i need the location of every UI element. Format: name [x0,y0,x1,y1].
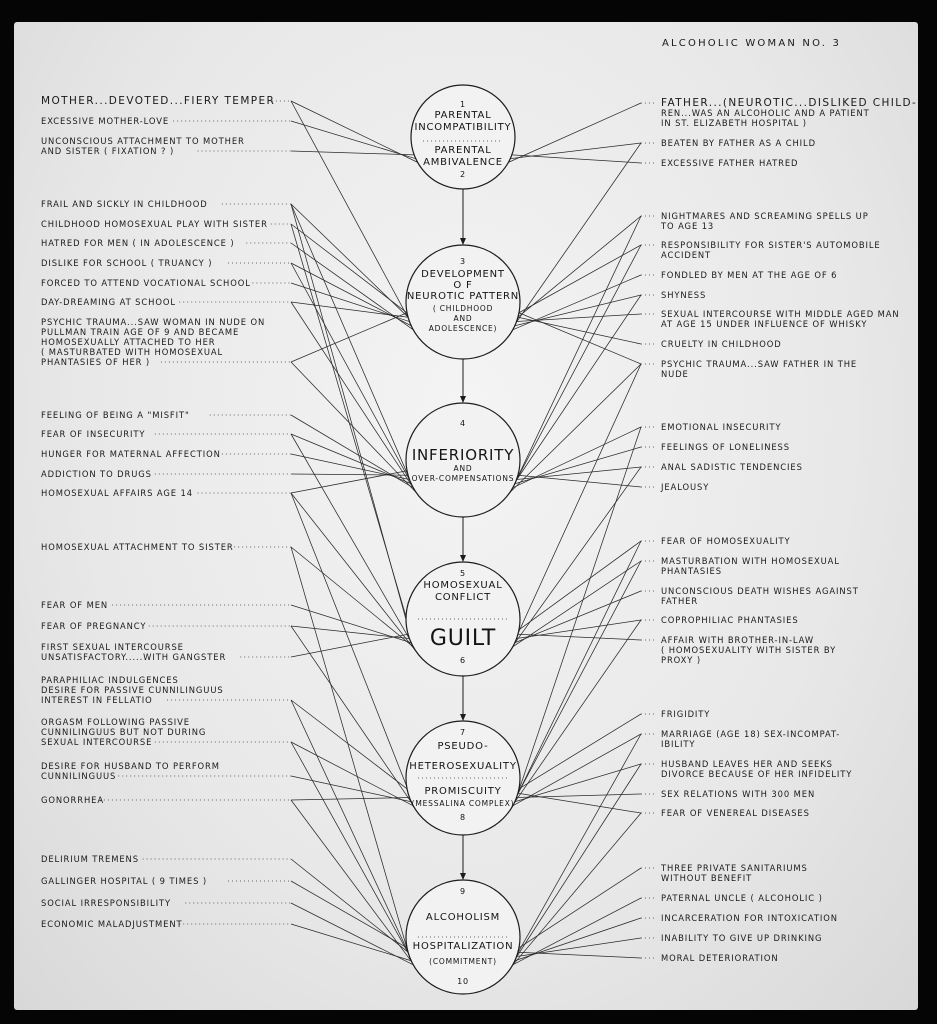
factor-text: DIVORCE BECAUSE OF HER INFIDELITY [661,769,853,779]
stage-text: 2 [460,170,466,179]
connection-line [518,952,641,958]
left-factor [41,449,291,459]
connection-line [515,295,641,326]
arrow-head [460,873,466,880]
connection-line [519,313,641,364]
left-factor [41,238,291,248]
stage-text: PARENTAL [434,145,492,156]
connection-line [291,101,408,318]
factor-text: AT AGE 15 UNDER INFLUENCE OF WHISKY [661,319,868,329]
factor-text: GALLINGER HOSPITAL ( 9 TIMES ) [41,876,208,886]
connection-line [291,700,407,789]
connection-line [291,626,412,803]
connection-line [519,541,641,630]
factor-text: FRIGIDITY [661,709,711,719]
stage-text: 9 [460,887,466,896]
stage-text: AMBIVALENCE [423,157,503,168]
connection-line [291,798,409,800]
factor-text: IN ST. ELIZABETH HOSPITAL ) [661,118,807,128]
connection-line [517,620,641,639]
stage-text: 8 [460,813,466,822]
connection-line [510,245,641,493]
left-factor [41,317,291,367]
factor-text: FEAR OF MEN [41,600,109,610]
stage-text: ALCOHOLISM [425,912,501,923]
stage-text: 5 [460,569,466,578]
arrow-head [460,714,466,721]
left-factor [41,621,291,631]
stage-text: (MESSALINA COMPLEX) [411,799,515,808]
right-factor [641,556,840,576]
left-factor [41,95,291,107]
connection-line [291,800,412,962]
factor-text: JEALOUSY [661,482,710,492]
factor-text: ADDICTION TO DRUGS [41,469,152,479]
factor-text: HOMOSEXUAL AFFAIRS AGE 14 [41,488,194,498]
stage-text: GUILT [429,626,497,651]
factor-text: UNSATISFACTORY.....WITH GANGSTER [41,652,227,662]
factor-text: HOMOSEXUAL ATTACHMENT TO SISTER [41,542,234,552]
stage-text: 6 [460,656,466,665]
right-factor [641,635,836,665]
stage-text: PSEUDO- [437,741,489,752]
right-factor [641,442,790,452]
stage-text: HOSPITALIZATION [412,941,514,952]
left-factor [41,761,291,781]
factor-text: ( MASTURBATED WITH HOMOSEXUAL [41,347,224,357]
left-factor [41,258,291,268]
factor-text: PSYCHIC TRAUMA...SAW WOMAN IN NUDE ON [41,317,266,327]
factor-text: EXCESSIVE MOTHER-LOVE [41,116,170,126]
factor-text: DAY-DREAMING AT SCHOOL [41,297,176,307]
right-factor [641,290,706,300]
factor-text: DESIRE FOR HUSBAND TO PERFORM [41,761,220,771]
stage-node-3 [406,403,520,517]
factor-text: HATRED FOR MEN ( IN ADOLESCENCE ) [41,238,235,248]
factor-text: COPROPHILIAC PHANTASIES [661,615,799,625]
stage-text: PARENTAL [434,110,492,121]
factor-text: HOMOSEXUALLY ATTACHED TO HER [41,337,216,347]
connection-line [510,364,641,652]
right-factor [641,462,803,472]
stage-text: AND [453,314,473,323]
factor-text: GONORRHEA [41,795,104,805]
left-factor [41,219,291,229]
connection-line [518,634,641,640]
factor-text: INABILITY TO GIVE UP DRINKING [661,933,823,943]
stage-text: HETEROSEXUALITY [409,761,517,772]
right-factor [641,615,799,625]
left-factor [41,136,291,156]
stage-text: 10 [457,977,469,986]
left-factor [41,795,291,805]
right-factor [641,482,709,492]
right-factor [641,789,815,799]
connection-line [512,155,641,163]
right-factor [641,339,782,349]
stage-text: CONFLICT [434,592,492,603]
right-factor [641,586,859,606]
factor-text: ACCIDENT [661,250,712,260]
stage-text: (COMMITMENT) [429,957,497,966]
left-factor [41,278,291,288]
stage-text: HOMOSEXUAL [423,580,503,591]
arrow-head [460,238,466,245]
stage-text: OVER-COMPENSATIONS [411,474,515,483]
connection-line [508,103,641,162]
left-factor [41,116,291,126]
factor-text: SEX RELATIONS WITH 300 MEN [661,789,816,799]
right-factor-labels [641,97,917,963]
connection-line [518,317,641,344]
factor-text: EXCESSIVE FATHER HATRED [661,158,799,168]
factor-text: SHYNESS [661,290,707,300]
factor-text: PSYCHIC TRAUMA...SAW FATHER IN THE [661,359,858,369]
right-factor [641,913,838,923]
factor-text: HUNGER FOR MATERNAL AFFECTION [41,449,221,459]
stage-text: 4 [460,419,466,428]
left-factor [41,429,291,439]
factor-text: NUDE [661,369,689,379]
stage-text: ADOLESCENCE) [428,324,498,333]
connection-line [291,742,408,953]
connection-line [517,314,641,322]
stage-text: INCOMPATIBILITY [414,122,512,133]
connection-line [291,302,414,489]
factor-text: SOCIAL IRRESPONSIBILITY [41,898,171,908]
connection-line [291,302,408,317]
stage-node-4 [406,562,520,676]
connection-line [291,742,413,806]
factor-text: PHANTASIES OF HER ) [41,357,151,367]
left-factor [41,876,291,886]
right-factor [641,729,840,749]
connection-line [516,143,641,323]
connection-line [291,547,408,953]
right-factor [641,158,798,168]
right-factor [641,270,837,280]
factor-text: PROXY ) [661,655,702,665]
connection-line [518,427,641,794]
factor-text: INCARCERATION FOR INTOXICATION [661,913,838,923]
factor-text: CHILDHOOD HOMOSEXUAL PLAY WITH SISTER [41,219,268,229]
left-factor [41,542,291,552]
factor-text: RESPONSIBILITY FOR SISTER'S AUTOMOBILE [661,240,881,250]
right-factor [641,863,808,883]
stage-text: 3 [460,257,466,266]
right-factor [641,953,778,963]
connection-line [517,467,641,480]
connection-line [517,938,641,957]
factor-text: FATHER...(NEUROTIC...DISLIKED CHILD- [661,97,918,109]
connection-line [291,204,414,489]
stage-text: ( CHILDHOOD [432,304,494,313]
diagram-title: ALCOHOLIC WOMAN NO. 3 [662,38,842,49]
factor-text: BEATEN BY FATHER AS A CHILD [661,138,816,148]
factor-text: FEELING OF BEING A "MISFIT" [41,410,190,420]
factor-text: FEAR OF PREGNANCY [41,621,147,631]
factor-text: EMOTIONAL INSECURITY [661,422,782,432]
factor-text: NIGHTMARES AND SCREAMING SPELLS UP [661,211,869,221]
left-factor [41,642,291,662]
stage-node-2 [406,245,520,359]
factor-text: MARRIAGE (AGE 18) SEX-INCOMPAT- [661,729,841,739]
left-factor [41,898,291,908]
right-factor [641,359,857,379]
factor-text: ANAL SADISTIC TENDENCIES [661,462,803,472]
stage-text: INFERIORITY [411,446,515,464]
stage-text: AND [453,464,473,473]
left-factor [41,675,291,705]
factor-text: IBILITY [661,739,696,749]
connection-line [519,714,641,789]
right-factor [641,240,881,260]
left-factor [41,297,291,307]
factor-text: HUSBAND LEAVES HER AND SEEKS [661,759,833,769]
left-factor [41,854,291,864]
left-factor [41,488,291,498]
factor-text: FEAR OF HOMOSEXUALITY [661,536,791,546]
connection-line [291,283,409,322]
right-factor [641,933,822,943]
factor-text: SEXUAL INTERCOURSE WITH MIDDLE AGED MAN [661,309,900,319]
factor-text: FEAR OF VENEREAL DISEASES [661,808,810,818]
connection-line [514,620,641,803]
arrow-head [460,396,466,403]
factor-text: MORAL DETERIORATION [661,953,779,963]
connection-line [291,924,411,961]
left-factor [41,410,291,420]
factor-text: ( HOMOSEXUALITY WITH SISTER BY [661,645,837,655]
connection-line [291,700,416,970]
factor-text: AND SISTER ( FIXATION ? ) [41,146,175,156]
stage-text: NEUROTIC PATTERN [406,291,520,302]
left-factor [41,469,291,479]
factor-text: FATHER [661,596,699,606]
stage-node-1 [411,85,515,189]
connection-line [291,313,407,362]
factor-text: FEELINGS OF LONELINESS [661,442,790,452]
stage-text: 1 [460,100,466,109]
connection-line [291,634,408,657]
factor-text: THREE PRIVATE SANITARIUMS [661,863,808,873]
right-factor [641,759,852,779]
factor-text: FRAIL AND SICKLY IN CHILDHOOD [41,199,208,209]
right-factor [641,211,869,231]
right-factor [641,97,917,128]
stage-text: DEVELOPMENT [421,269,505,280]
factor-text: DELIRIUM TREMENS [41,854,139,864]
left-factor [41,199,291,209]
left-factor-labels [41,95,291,929]
factor-text: TO AGE 13 [661,221,715,231]
factor-text: AFFAIR WITH BROTHER-IN-LAW [661,635,815,645]
connection-line [291,881,407,948]
factor-text: DISLIKE FOR SCHOOL ( TRUANCY ) [41,258,213,268]
connection-line [291,224,407,313]
right-factor [641,709,710,719]
connection-line [512,216,641,489]
factor-text: SEXUAL INTERCOURSE [41,737,153,747]
left-factor [41,919,291,929]
factor-text: PATERNAL UNCLE ( ALCOHOLIC ) [661,893,823,903]
factor-text: WITHOUT BENEFIT [661,873,753,883]
factor-text: PARAPHILIAC INDULGENCES [41,675,179,685]
factor-text: MASTURBATION WITH HOMOSEXUAL [661,556,840,566]
factor-text: FEAR OF INSECURITY [41,429,146,439]
connection-line [512,813,641,966]
factor-text: ORGASM FOLLOWING PASSIVE [41,717,191,727]
left-factor [41,717,291,747]
factor-text: REN...WAS AN ALCOHOLIC AND A PATIENT [661,108,870,118]
right-factor [641,808,810,818]
connection-line [518,561,641,794]
connection-line [291,626,409,639]
stage-text: O F [453,280,473,291]
connection-line [518,734,641,953]
arrow-head [460,555,466,562]
connection-line [518,793,641,813]
right-factor [641,309,900,329]
factor-text: UNCONSCIOUS DEATH WISHES AGAINST [661,586,859,596]
right-factor [641,422,781,432]
stage-node-6 [406,880,520,994]
factor-text: FONDLED BY MEN AT THE AGE OF 6 [661,270,838,280]
factor-text: CUNNILINGUUS BUT NOT DURING [41,727,207,737]
factor-text: INTEREST IN FELLATIO [41,695,153,705]
factor-text: DESIRE FOR PASSIVE CUNNILINGUUS [41,685,224,695]
factor-text: CRUELTY IN CHILDHOOD [661,339,782,349]
connection-line [515,447,641,484]
stage-text: 7 [460,728,466,737]
factor-text: UNCONSCIOUS ATTACHMENT TO MOTHER [41,136,245,146]
factor-text: ECONOMIC MALADJUSTMENT [41,919,183,929]
connection-line [291,362,416,493]
connection-line [291,263,410,481]
factor-text: FORCED TO ATTEND VOCATIONAL SCHOOL [41,278,251,288]
connection-line [291,224,416,652]
factor-text: FIRST SEXUAL INTERCOURSE [41,642,184,652]
left-factor [41,600,291,610]
connection-line [291,547,413,647]
factor-text: MOTHER...DEVOTED...FIERY TEMPER [41,95,276,107]
stage-node-5 [406,721,520,835]
right-factor [641,893,823,903]
factor-text: CUNNILINGUUS [41,771,117,781]
connection-line [513,561,641,647]
connection-lines [291,101,641,970]
factor-text: PULLMAN TRAIN AGE OF 9 AND BECAME [41,327,240,337]
right-factor [641,536,791,546]
factor-text: PHANTASIES [661,566,722,576]
right-factor [641,138,816,148]
stage-text: PROMISCUITY [424,786,502,797]
